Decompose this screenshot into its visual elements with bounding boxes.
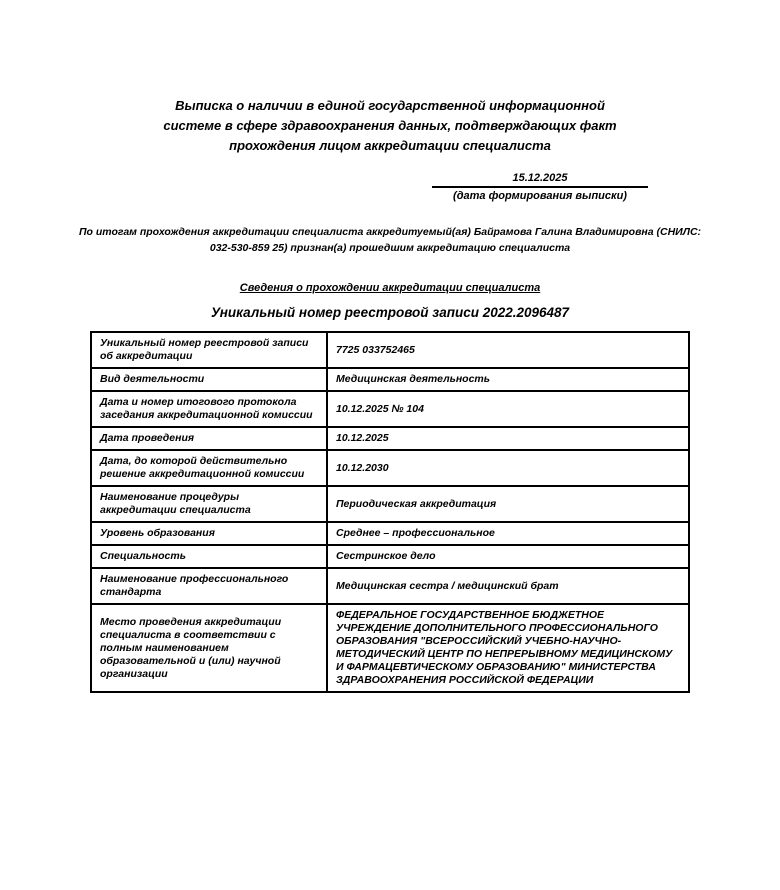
row-value: 7725 033752465 bbox=[327, 332, 689, 368]
table-row bbox=[91, 545, 689, 568]
table-row bbox=[91, 522, 689, 545]
table-row bbox=[91, 604, 689, 692]
intro-line: 032-530-859 25) признан(а) прошедшим аккредитацию специалиста bbox=[209, 242, 571, 254]
table-row bbox=[91, 568, 689, 604]
row-label: Место проведения аккредитации специалиста в соответствии с полным наименованием образовательной и (или) научной организации bbox=[91, 604, 327, 692]
row-label: Дата, до которой действительно решение аккредитационной комиссии bbox=[91, 450, 327, 486]
accreditation-table bbox=[90, 331, 690, 693]
registry-number-heading: Уникальный номер реестровой записи 2022.2096487 bbox=[210, 305, 570, 320]
row-value: 10.12.2030 bbox=[327, 450, 689, 486]
table-row bbox=[91, 486, 689, 522]
row-label: Дата проведения bbox=[91, 427, 327, 450]
document-title bbox=[70, 96, 710, 156]
issue-date-block bbox=[432, 172, 648, 202]
row-value: Медицинская сестра / медицинский брат bbox=[327, 568, 689, 604]
table-row bbox=[91, 391, 689, 427]
table-row bbox=[91, 450, 689, 486]
row-label: Дата и номер итогового протокола заседания аккредитационной комиссии bbox=[91, 391, 327, 427]
row-label: Уникальный номер реестровой записи об аккредитации bbox=[91, 332, 327, 368]
row-value: ФЕДЕРАЛЬНОЕ ГОСУДАРСТВЕННОЕ БЮДЖЕТНОЕ УЧРЕЖДЕНИЕ ДОПОЛНИТЕЛЬНОГО ПРОФЕССИОНАЛЬНОГО ОБРАЗОВАНИЯ "ВСЕРОССИЙСКИЙ УЧЕБНО-НАУЧНО-МЕТОДИЧЕСКИЙ ЦЕНТР ПО НЕПРЕРЫВНОМУ МЕДИЦИНСКОМУ И ФАРМАЦЕВТИЧЕСКОМУ ОБРАЗОВАНИЮ" МИНИСТЕРСТВА ЗДРАВООХРАНЕНИЯ РОССИЙСКОЙ ФЕДЕРАЦИИ bbox=[327, 604, 689, 692]
row-label: Уровень образования bbox=[91, 522, 327, 545]
table-row bbox=[91, 368, 689, 391]
document-title-line: системе в сфере здравоохранения данных, подтверждающих факт bbox=[163, 118, 617, 133]
intro-line: По итогам прохождения аккредитации специалиста аккредитуемый(ая) Байрамова Галина Владимировна (СНИЛС: bbox=[78, 226, 702, 238]
row-value: Медицинская деятельность bbox=[327, 368, 689, 391]
row-value: 10.12.2025 bbox=[327, 427, 689, 450]
row-value: Периодическая аккредитация bbox=[327, 486, 689, 522]
document-title-line: Выписка о наличии в единой государственной информационной bbox=[175, 98, 605, 113]
table-row bbox=[91, 427, 689, 450]
section-heading: Сведения о прохождении аккредитации специалиста bbox=[239, 282, 541, 294]
row-value: Сестринское дело bbox=[327, 545, 689, 568]
table-row bbox=[91, 332, 689, 368]
row-value: Среднее – профессиональное bbox=[327, 522, 689, 545]
issue-date: 15.12.2025 bbox=[432, 172, 648, 188]
row-label: Вид деятельности bbox=[91, 368, 327, 391]
row-value: 10.12.2025 № 104 bbox=[327, 391, 689, 427]
document-title-line: прохождения лицом аккредитации специалиста bbox=[229, 138, 551, 153]
row-label: Специальность bbox=[91, 545, 327, 568]
intro-paragraph bbox=[70, 224, 710, 256]
row-label: Наименование профессионального стандарта bbox=[91, 568, 327, 604]
row-label: Наименование процедуры аккредитации специалиста bbox=[91, 486, 327, 522]
issue-date-caption: (дата формирования выписки) bbox=[453, 190, 627, 202]
